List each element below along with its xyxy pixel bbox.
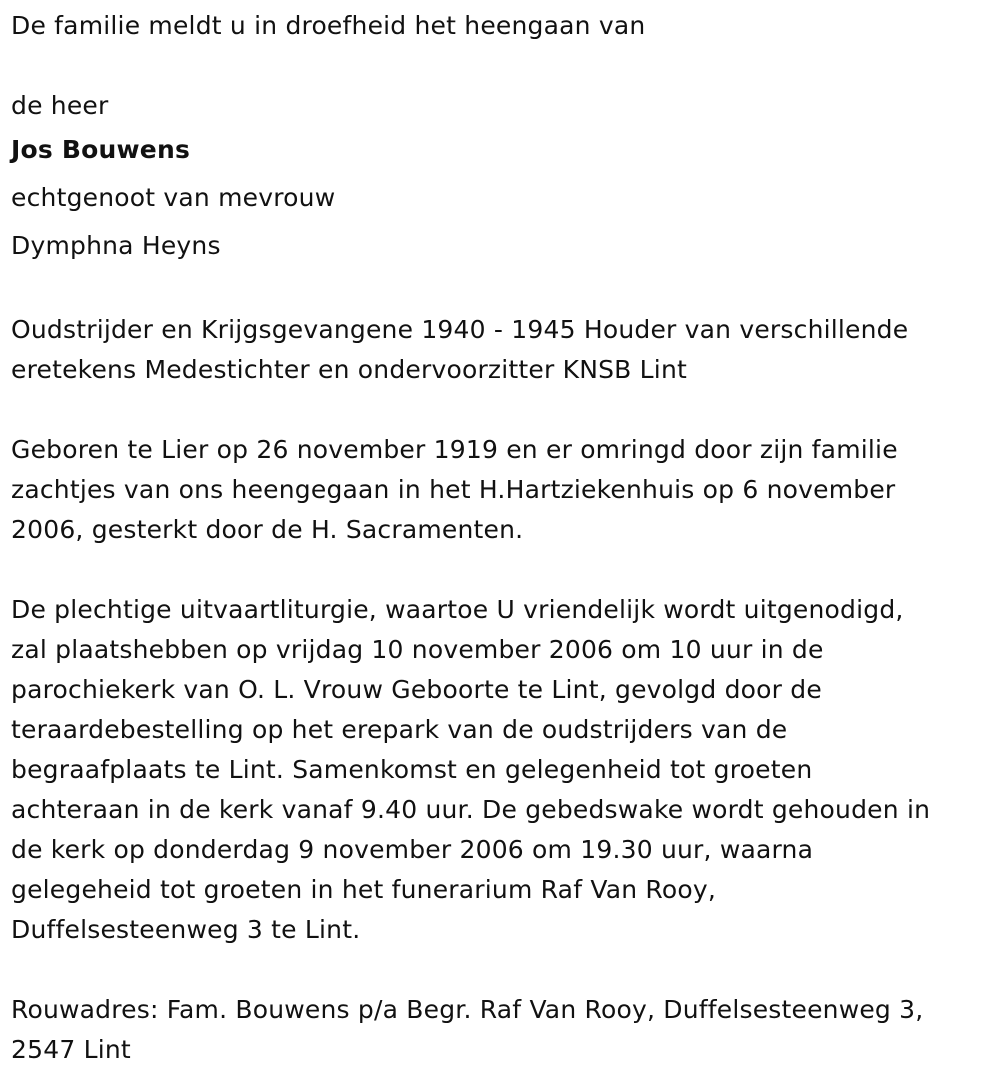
birth-death-line: Geboren te Lier op 26 november 1919 en er omringd door zijn familie: [11, 435, 898, 464]
deceased-name: Jos Bouwens: [11, 135, 191, 164]
address-line: 2547 Lint: [11, 1035, 131, 1064]
funeral-line: zal plaatshebben op vrijdag 10 november 2006 om 10 uur in de: [11, 635, 824, 664]
birth-death-line: zachtjes van ons heengegaan in het H.Hartziekenhuis op 6 november: [11, 475, 896, 504]
spouse-name: Dymphna Heyns: [11, 231, 221, 260]
address-paragraph: [11, 990, 988, 1070]
salutation: de heer: [11, 91, 109, 120]
funeral-line: de kerk op donderdag 9 november 2006 om 19.30 uur, waarna: [11, 835, 814, 864]
birth-death-line: 2006, gesterkt door de H. Sacramenten.: [11, 515, 524, 544]
funeral-line: begraafplaats te Lint. Samenkomst en gelegenheid tot groeten: [11, 755, 813, 784]
honors-paragraph: [11, 310, 988, 390]
funeral-line: parochiekerk van O. L. Vrouw Geboorte te Lint, gevolgd door de: [11, 675, 822, 704]
honors-line: Oudstrijder en Krijgsgevangene 1940 - 1945 Houder van verschillende: [11, 315, 909, 344]
funeral-line: teraardebestelling op het erepark van de oudstrijders van de: [11, 715, 788, 744]
funeral-line: De plechtige uitvaartliturgie, waartoe U vriendelijk wordt uitgenodigd,: [11, 595, 904, 624]
funeral-line: Duffelsesteenweg 3 te Lint.: [11, 915, 361, 944]
honors-line: eretekens Medestichter en ondervoorzitter KNSB Lint: [11, 355, 687, 384]
funeral-line: gelegeheid tot groeten in het funerarium Raf Van Rooy,: [11, 875, 717, 904]
funeral-paragraph: [11, 590, 988, 950]
address-line: Rouwadres: Fam. Bouwens p/a Begr. Raf Van Rooy, Duffelsesteenweg 3,: [11, 995, 924, 1024]
funeral-line: achteraan in de kerk vanaf 9.40 uur. De gebedswake wordt gehouden in: [11, 795, 931, 824]
intro-line: De familie meldt u in droefheid het heengaan van: [11, 11, 646, 40]
spacer: [11, 46, 988, 86]
spouse-label: echtgenoot van mevrouw: [11, 183, 336, 212]
birth-death-paragraph: [11, 430, 988, 550]
